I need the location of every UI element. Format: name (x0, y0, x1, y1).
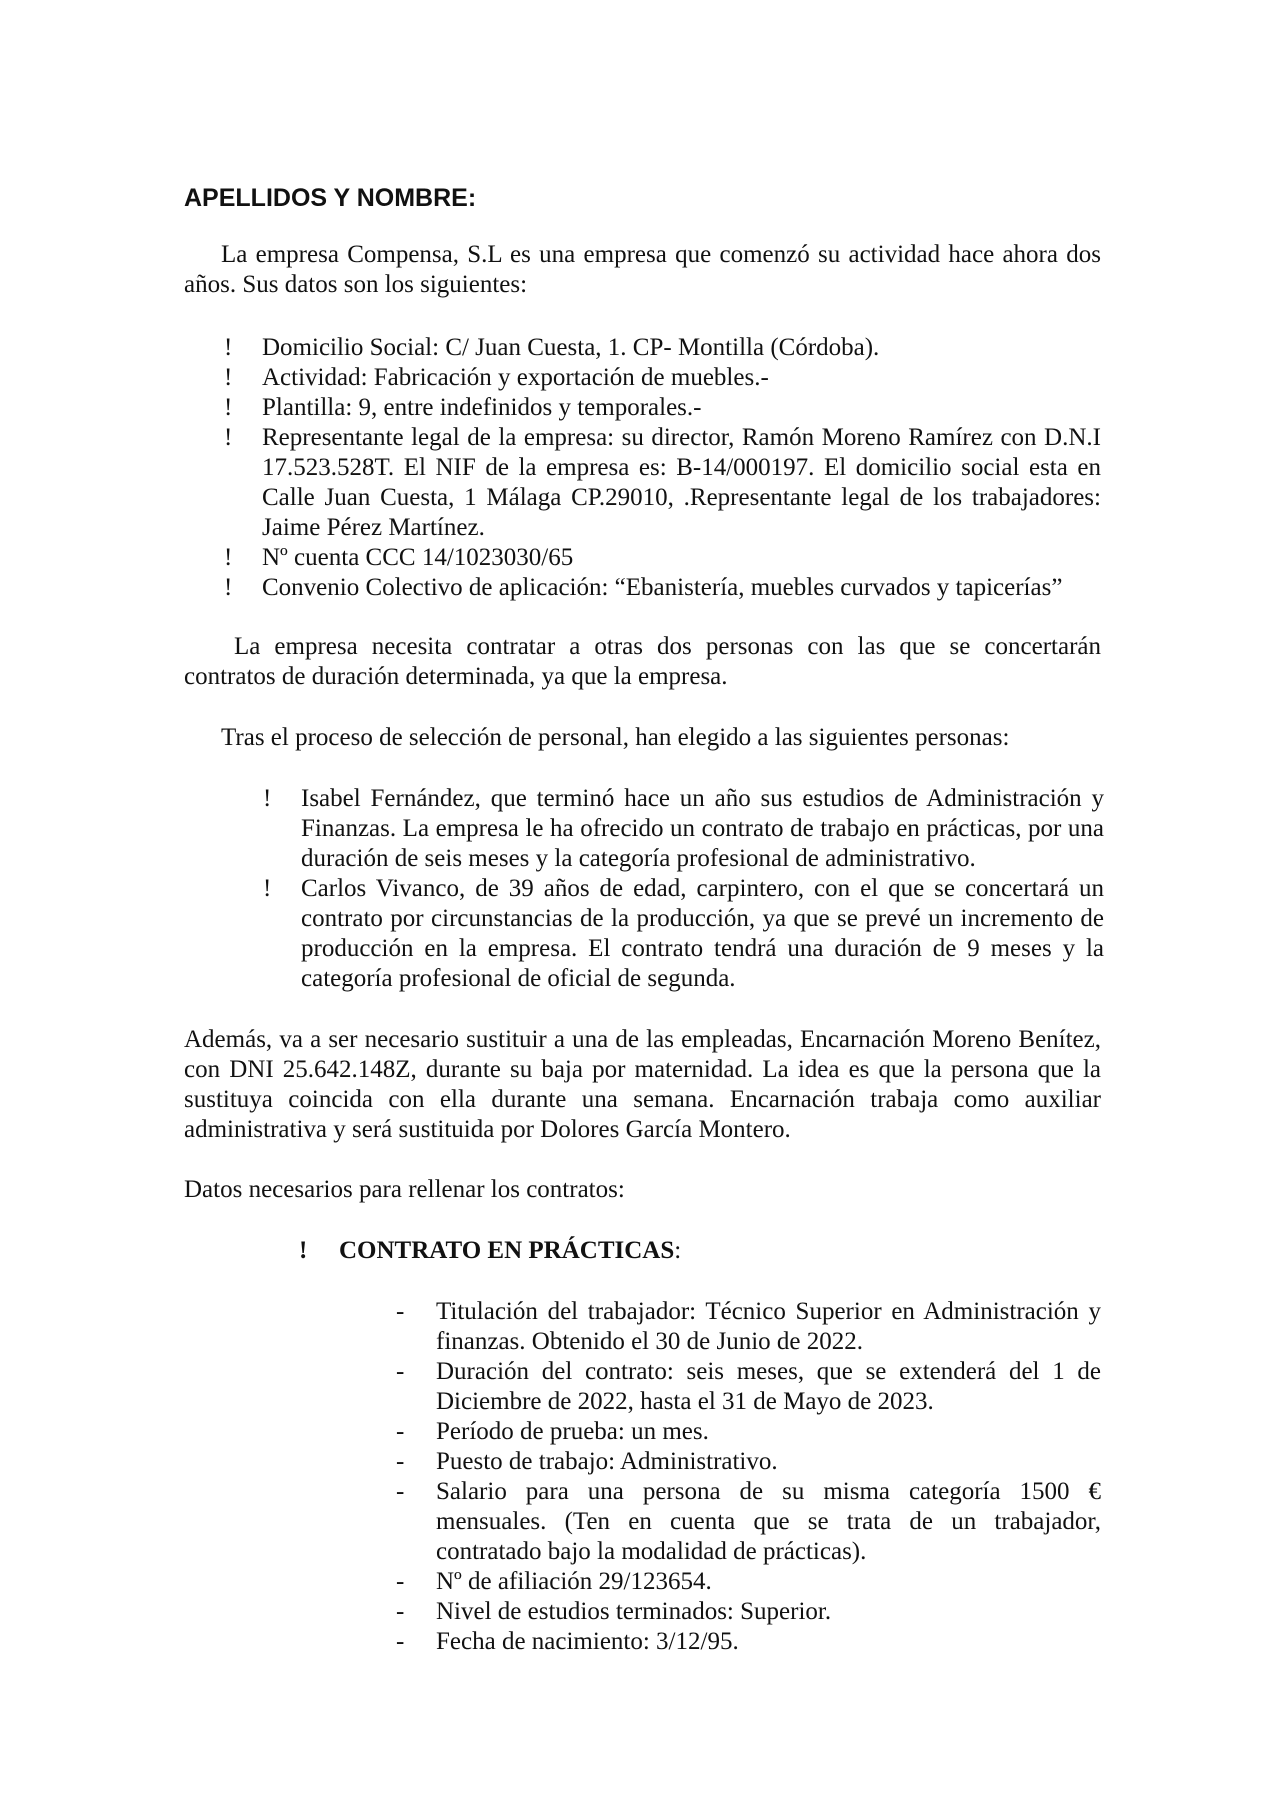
dash-marker: - (396, 1598, 405, 1625)
list-item (396, 1567, 1101, 1597)
bullet-marker: ! (224, 364, 233, 391)
bullet-marker: ! (224, 394, 233, 421)
contract-detail-text: Fecha de nacimiento: 3/12/95. (436, 1628, 739, 1655)
bullet-marker: ! (224, 334, 233, 361)
bullet-marker: ! (224, 544, 233, 571)
list-item (184, 874, 1104, 994)
list-item (184, 573, 1101, 603)
contract-detail-text: Puesto de trabajo: Administrativo. (436, 1448, 778, 1475)
contract-detail-text: Nivel de estudios terminados: Superior. (436, 1598, 832, 1625)
list-item (184, 333, 1101, 363)
dash-marker: - (396, 1568, 405, 1595)
selection-paragraph: Tras el proceso de selección de personal, han elegido a las siguientes personas: (221, 724, 1010, 751)
contract-title-colon: : (674, 1237, 682, 1264)
company-item-text: Actividad: Fabricación y exportación de muebles.- (262, 364, 769, 391)
list-item (184, 784, 1104, 874)
contract-details-list (396, 1297, 1101, 1657)
bullet-marker: ! (299, 1237, 308, 1264)
candidates-list (184, 784, 1104, 994)
list-item (184, 543, 1101, 573)
contract-title: CONTRATO EN PRÁCTICAS (339, 1237, 675, 1264)
dash-marker: - (396, 1628, 405, 1655)
intro-paragraph: La empresa Compensa, S.L es una empresa que comenzó su actividad hace ahora dos años. Sus datos son los siguientes: (184, 241, 1101, 298)
name-heading: APELLIDOS Y NOMBRE: (184, 184, 477, 212)
substitution-paragraph: Además, va a ser necesario sustituir a una de las empleadas, Encarnación Moreno Benítez, con DNI 25.642.148Z, durante su baja por maternidad. La idea es que la persona que la sustituya coincida con ella durante una semana. Encarnación trabaja como auxiliar administrativa y será sustituida por Dolores García Montero. (184, 1026, 1101, 1143)
contract-detail-text: Salario para una persona de su misma categoría 1500 € mensuales. (Ten en cuenta que se trata de un trabajador, contratado bajo la modalidad de prácticas). (436, 1478, 1101, 1565)
list-item (184, 393, 1101, 423)
contract-practicas-heading (299, 1236, 681, 1266)
dash-marker: - (396, 1298, 405, 1325)
list-item (396, 1417, 1101, 1447)
contract-detail-text: Duración del contrato: seis meses, que se extenderá del 1 de Diciembre de 2022, hasta el 31 de Mayo de 2023. (436, 1358, 1101, 1415)
bullet-marker: ! (224, 424, 233, 451)
hiring-need-paragraph: La empresa necesita contratar a otras dos personas con las que se concertarán contratos de duración determinada, ya que la empresa. (184, 633, 1101, 690)
contract-detail-text: Nº de afiliación 29/123654. (436, 1568, 712, 1595)
list-item (396, 1597, 1101, 1627)
contract-detail-text: Titulación del trabajador: Técnico Superior en Administración y finanzas. Obtenido el 30 de Junio de 2022. (436, 1298, 1101, 1355)
company-item-text: Domicilio Social: C/ Juan Cuesta, 1. CP- Montilla (Córdoba). (262, 334, 880, 361)
candidate-text: Carlos Vivanco, de 39 años de edad, carpintero, con el que se concertará un contrato por circunstancias de la producción, ya que se prevé un incremento de producción en la empresa. El contrato tendrá una duración de 9 meses y la categoría profesional de oficial de segunda. (301, 875, 1104, 992)
dash-marker: - (396, 1358, 405, 1385)
list-item (184, 363, 1101, 393)
company-item-text: Plantilla: 9, entre indefinidos y temporales.- (262, 394, 702, 421)
list-item (184, 423, 1101, 543)
bullet-marker: ! (263, 875, 272, 902)
list-item (396, 1477, 1101, 1567)
list-item (396, 1627, 1101, 1657)
list-item (396, 1447, 1101, 1477)
bullet-marker: ! (224, 574, 233, 601)
company-item-text: Convenio Colectivo de aplicación: “Ebanistería, muebles curvados y tapicerías” (262, 574, 1063, 601)
dash-marker: - (396, 1448, 405, 1475)
contract-detail-text: Período de prueba: un mes. (436, 1418, 709, 1445)
company-item-text: Representante legal de la empresa: su director, Ramón Moreno Ramírez con D.N.I 17.523.528T. El NIF de la empresa es: B-14/000197. El domicilio social esta en Calle Juan Cuesta, 1 Málaga CP.29010, .Representante legal de los trabajadores: Jaime Pérez Martínez. (262, 424, 1101, 541)
company-data-list (184, 333, 1101, 603)
candidate-text: Isabel Fernández, que terminó hace un año sus estudios de Administración y Finanzas. La empresa le ha ofrecido un contrato de trabajo en prácticas, por una duración de seis meses y la categoría profesional de administrativo. (301, 785, 1104, 872)
company-item-text: Nº cuenta CCC 14/1023030/65 (262, 544, 574, 571)
dash-marker: - (396, 1478, 405, 1505)
bullet-marker: ! (263, 785, 272, 812)
dash-marker: - (396, 1418, 405, 1445)
list-item (396, 1357, 1101, 1417)
list-item (396, 1297, 1101, 1357)
data-needed-paragraph: Datos necesarios para rellenar los contratos: (184, 1176, 625, 1203)
